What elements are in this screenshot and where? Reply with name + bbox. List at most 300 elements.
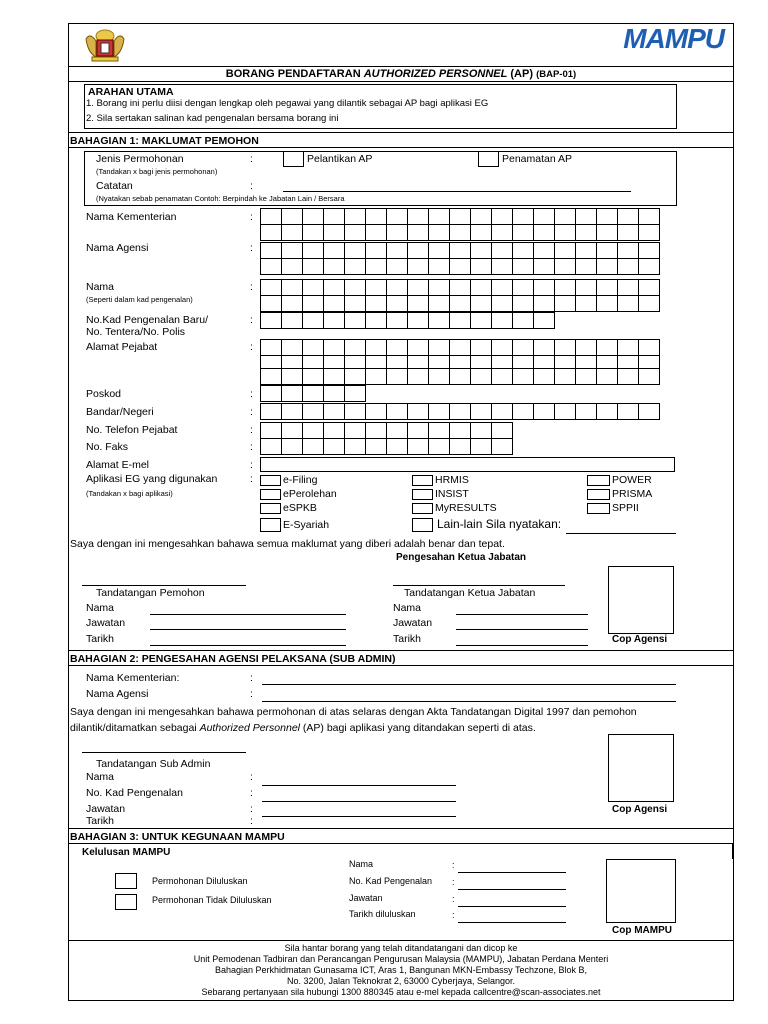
char-box[interactable] (407, 438, 429, 455)
efiling-checkbox[interactable] (260, 475, 281, 486)
esyariah-checkbox[interactable] (260, 518, 281, 532)
char-box[interactable] (575, 339, 597, 356)
char-box[interactable] (323, 295, 345, 312)
char-box[interactable] (428, 403, 450, 420)
faks-grid[interactable] (260, 438, 512, 455)
char-box[interactable] (554, 403, 576, 420)
char-box[interactable] (407, 422, 429, 439)
char-box[interactable] (470, 208, 492, 225)
s2-agensi-label: Nama Agensi (86, 688, 149, 700)
agensi-grid-1[interactable] (260, 242, 659, 259)
s2-jawatan-line[interactable] (262, 816, 456, 817)
char-box[interactable] (491, 368, 513, 385)
char-box[interactable] (554, 295, 576, 312)
char-box[interactable] (344, 339, 366, 356)
char-box[interactable] (302, 368, 324, 385)
char-box[interactable] (386, 438, 408, 455)
s3-jawatan-line[interactable] (458, 906, 566, 907)
char-box[interactable] (491, 295, 513, 312)
char-box[interactable] (323, 385, 345, 402)
char-box[interactable] (512, 242, 534, 259)
char-box[interactable] (365, 258, 387, 275)
divider-line (68, 147, 734, 148)
s2-declaration-2: dilantik/ditamatkan sebagai Authorized Personnel (AP) bagi aplikasi yang ditandakan seperti di atas. (70, 722, 536, 734)
kad-pengenalan-label: No.Kad Pengenalan Baru/ (86, 314, 209, 326)
char-box[interactable] (281, 242, 303, 259)
nama-note: (Seperti dalam kad pengenalan) (86, 295, 193, 304)
catatan-note: (Nyatakan sebab penamatan Contoh: Berpindah ke Jabatan Lain / Bersara (96, 194, 345, 203)
char-box[interactable] (344, 224, 366, 241)
char-box[interactable] (533, 295, 555, 312)
char-box[interactable] (638, 242, 660, 259)
char-box[interactable] (512, 295, 534, 312)
email-label: Alamat E-mel (86, 459, 150, 471)
insist-checkbox[interactable] (412, 489, 433, 500)
char-box[interactable] (260, 403, 282, 420)
char-box[interactable] (365, 295, 387, 312)
nama-grid-1[interactable] (260, 279, 659, 296)
char-box[interactable] (281, 385, 303, 402)
char-box[interactable] (302, 403, 324, 420)
char-box[interactable] (617, 339, 639, 356)
char-box[interactable] (554, 258, 576, 275)
mampu-logo: MAMPU (623, 23, 724, 54)
char-box[interactable] (470, 295, 492, 312)
char-box[interactable] (386, 368, 408, 385)
char-box[interactable] (428, 242, 450, 259)
jenis-note: (Tandakan x bagi jenis permohonan) (96, 167, 218, 176)
char-box[interactable] (302, 422, 324, 439)
char-box[interactable] (533, 339, 555, 356)
penamatan-checkbox[interactable] (478, 151, 499, 167)
char-box[interactable] (533, 242, 555, 259)
char-box[interactable] (512, 312, 534, 329)
char-box[interactable] (596, 242, 618, 259)
char-box[interactable] (449, 368, 471, 385)
char-box[interactable] (323, 403, 345, 420)
char-box[interactable] (575, 279, 597, 296)
char-box[interactable] (575, 403, 597, 420)
char-box[interactable] (365, 422, 387, 439)
char-box[interactable] (365, 208, 387, 225)
divider-line (68, 132, 734, 133)
jenis-permohonan-label: Jenis Permohonan (96, 153, 184, 165)
char-box[interactable] (302, 312, 324, 329)
footer-line-1: Sila hantar borang yang telah ditandatangani dan dicop ke (284, 943, 518, 953)
colon-separator: : (250, 341, 253, 353)
s3-tarikh-label: Tarikh diluluskan (349, 909, 416, 919)
char-box[interactable] (491, 438, 513, 455)
colon-separator: : (250, 787, 253, 799)
char-box[interactable] (386, 258, 408, 275)
char-box[interactable] (470, 438, 492, 455)
char-box[interactable] (617, 279, 639, 296)
char-box[interactable] (512, 224, 534, 241)
char-box[interactable] (491, 312, 513, 329)
char-box[interactable] (344, 403, 366, 420)
char-box[interactable] (260, 385, 282, 402)
char-box[interactable] (575, 208, 597, 225)
char-box[interactable] (638, 224, 660, 241)
char-box[interactable] (344, 312, 366, 329)
char-box[interactable] (575, 242, 597, 259)
char-box[interactable] (596, 258, 618, 275)
email-field[interactable] (260, 457, 675, 472)
char-box[interactable] (428, 438, 450, 455)
kementerian-grid-1[interactable] (260, 208, 659, 225)
char-box[interactable] (281, 312, 303, 329)
char-box[interactable] (260, 295, 282, 312)
power-checkbox[interactable] (587, 475, 610, 486)
tandatangan-ketua-line[interactable] (393, 585, 565, 586)
char-box[interactable] (386, 208, 408, 225)
char-box[interactable] (470, 224, 492, 241)
char-box[interactable] (344, 242, 366, 259)
s2-kad-line[interactable] (262, 801, 456, 802)
char-box[interactable] (596, 295, 618, 312)
char-box[interactable] (596, 279, 618, 296)
char-box[interactable] (260, 208, 282, 225)
nama-grid-2[interactable] (260, 295, 659, 312)
char-box[interactable] (428, 368, 450, 385)
diluluskan-checkbox[interactable] (115, 873, 137, 889)
char-box[interactable] (344, 438, 366, 455)
char-box[interactable] (281, 339, 303, 356)
kad-pengenalan-grid[interactable] (260, 312, 554, 329)
kementerian-grid-2[interactable] (260, 224, 659, 241)
char-box[interactable] (407, 258, 429, 275)
char-box[interactable] (575, 368, 597, 385)
char-box[interactable] (533, 208, 555, 225)
char-box[interactable] (449, 422, 471, 439)
aplikasi-note: (Tandakan x bagi aplikasi) (86, 489, 173, 498)
myresults-checkbox[interactable] (412, 503, 433, 514)
char-box[interactable] (428, 279, 450, 296)
char-box[interactable] (638, 279, 660, 296)
pemohon-jawatan-label: Jawatan (86, 617, 126, 629)
char-box[interactable] (386, 224, 408, 241)
char-box[interactable] (596, 208, 618, 225)
pemohon-tarikh-line[interactable] (150, 645, 346, 646)
pemohon-nama-line[interactable] (150, 614, 346, 615)
char-box[interactable] (512, 403, 534, 420)
char-box[interactable] (512, 368, 534, 385)
lainlain-line[interactable] (566, 533, 676, 534)
char-box[interactable] (344, 208, 366, 225)
char-box[interactable] (491, 339, 513, 356)
tidak-diluluskan-checkbox[interactable] (115, 894, 137, 910)
char-box[interactable] (365, 403, 387, 420)
char-box[interactable] (281, 224, 303, 241)
char-box[interactable] (449, 242, 471, 259)
char-box[interactable] (617, 242, 639, 259)
char-box[interactable] (365, 224, 387, 241)
char-box[interactable] (260, 312, 282, 329)
char-box[interactable] (302, 224, 324, 241)
char-box[interactable] (470, 339, 492, 356)
char-box[interactable] (323, 312, 345, 329)
eperolehan-checkbox[interactable] (260, 489, 281, 500)
tandatangan-ketua-label: Tandatangan Ketua Jabatan (404, 587, 536, 599)
char-box[interactable] (407, 279, 429, 296)
char-box[interactable] (302, 258, 324, 275)
char-box[interactable] (386, 312, 408, 329)
char-box[interactable] (386, 422, 408, 439)
char-box[interactable] (470, 258, 492, 275)
char-box[interactable] (323, 279, 345, 296)
char-box[interactable] (533, 403, 555, 420)
char-box[interactable] (344, 279, 366, 296)
char-box[interactable] (491, 258, 513, 275)
char-box[interactable] (449, 438, 471, 455)
char-box[interactable] (617, 295, 639, 312)
char-box[interactable] (302, 295, 324, 312)
char-box[interactable] (344, 422, 366, 439)
char-box[interactable] (344, 258, 366, 275)
ketua-nama-label: Nama (393, 602, 422, 614)
char-box[interactable] (596, 339, 618, 356)
char-box[interactable] (260, 422, 282, 439)
poskod-grid[interactable] (260, 385, 365, 402)
char-box[interactable] (281, 208, 303, 225)
char-box[interactable] (617, 368, 639, 385)
char-box[interactable] (617, 224, 639, 241)
footer-line-4: No. 3200, Jalan Teknokrat 2, 63000 Cyberjaya, Selangor. (287, 976, 515, 986)
s3-nama-line[interactable] (458, 872, 566, 873)
char-box[interactable] (470, 312, 492, 329)
char-box[interactable] (575, 224, 597, 241)
colon-separator: : (250, 281, 253, 293)
char-box[interactable] (428, 339, 450, 356)
char-box[interactable] (449, 295, 471, 312)
char-box[interactable] (428, 208, 450, 225)
char-box[interactable] (638, 339, 660, 356)
hrmis-label: HRMIS (435, 474, 469, 486)
char-box[interactable] (512, 258, 534, 275)
char-box[interactable] (638, 403, 660, 420)
penamatan-label: Penamatan AP (502, 153, 573, 165)
s2-jawatan-label: Jawatan (86, 803, 126, 815)
s3-kad-line[interactable] (458, 889, 566, 890)
char-box[interactable] (323, 258, 345, 275)
char-box[interactable] (596, 224, 618, 241)
char-box[interactable] (554, 208, 576, 225)
char-box[interactable] (281, 422, 303, 439)
char-box[interactable] (323, 339, 345, 356)
char-box[interactable] (491, 242, 513, 259)
char-box[interactable] (260, 339, 282, 356)
char-box[interactable] (407, 208, 429, 225)
char-box[interactable] (638, 208, 660, 225)
char-box[interactable] (449, 224, 471, 241)
lainlain-checkbox[interactable] (412, 518, 433, 532)
char-box[interactable] (428, 258, 450, 275)
ketua-jawatan-label: Jawatan (393, 617, 433, 629)
char-box[interactable] (281, 368, 303, 385)
alamat-grid-3[interactable] (260, 368, 659, 385)
telefon-grid[interactable] (260, 422, 512, 439)
char-box[interactable] (281, 279, 303, 296)
instruction-1: 1. Borang ini perlu diisi dengan lengkap oleh pegawai yang dilantik sebagai AP bagi aplikasi EG (86, 98, 489, 109)
char-box[interactable] (323, 224, 345, 241)
char-box[interactable] (533, 258, 555, 275)
char-box[interactable] (407, 312, 429, 329)
bandar-grid[interactable] (260, 403, 659, 420)
char-box[interactable] (449, 339, 471, 356)
char-box[interactable] (260, 368, 282, 385)
char-box[interactable] (533, 279, 555, 296)
char-box[interactable] (533, 368, 555, 385)
char-box[interactable] (491, 403, 513, 420)
char-box[interactable] (428, 295, 450, 312)
char-box[interactable] (638, 368, 660, 385)
char-box[interactable] (491, 422, 513, 439)
char-box[interactable] (344, 385, 366, 402)
char-box[interactable] (302, 208, 324, 225)
char-box[interactable] (281, 295, 303, 312)
char-box[interactable] (365, 368, 387, 385)
char-box[interactable] (491, 208, 513, 225)
char-box[interactable] (407, 224, 429, 241)
char-box[interactable] (407, 403, 429, 420)
char-box[interactable] (386, 279, 408, 296)
s2-nama-line[interactable] (262, 785, 456, 786)
char-box[interactable] (596, 403, 618, 420)
char-box[interactable] (554, 242, 576, 259)
char-box[interactable] (365, 339, 387, 356)
char-box[interactable] (260, 258, 282, 275)
char-box[interactable] (407, 242, 429, 259)
char-box[interactable] (302, 339, 324, 356)
char-box[interactable] (575, 295, 597, 312)
ketua-nama-line[interactable] (456, 614, 588, 615)
form-title: BORANG PENDAFTARAN AUTHORIZED PERSONNEL (AP) (BAP-01) (225, 68, 577, 80)
char-box[interactable] (344, 368, 366, 385)
char-box[interactable] (491, 224, 513, 241)
ketua-tarikh-line[interactable] (456, 645, 588, 646)
char-box[interactable] (512, 279, 534, 296)
char-box[interactable] (302, 438, 324, 455)
char-box[interactable] (533, 224, 555, 241)
char-box[interactable] (260, 438, 282, 455)
cop-agensi-label-1: Cop Agensi (612, 634, 668, 645)
char-box[interactable] (323, 368, 345, 385)
prisma-checkbox[interactable] (587, 489, 610, 500)
char-box[interactable] (554, 368, 576, 385)
s3-tarikh-line[interactable] (458, 922, 566, 923)
char-box[interactable] (617, 208, 639, 225)
char-box[interactable] (407, 368, 429, 385)
char-box[interactable] (491, 279, 513, 296)
s2-kementerian-line[interactable] (262, 684, 676, 685)
sppii-checkbox[interactable] (587, 503, 610, 514)
char-box[interactable] (449, 279, 471, 296)
char-box[interactable] (470, 279, 492, 296)
char-box[interactable] (470, 368, 492, 385)
char-box[interactable] (617, 258, 639, 275)
char-box[interactable] (575, 258, 597, 275)
char-box[interactable] (428, 422, 450, 439)
char-box[interactable] (365, 438, 387, 455)
espkb-checkbox[interactable] (260, 503, 281, 514)
char-box[interactable] (449, 258, 471, 275)
char-box[interactable] (281, 258, 303, 275)
char-box[interactable] (365, 279, 387, 296)
char-box[interactable] (638, 295, 660, 312)
char-box[interactable] (533, 312, 555, 329)
char-box[interactable] (260, 242, 282, 259)
char-box[interactable] (386, 403, 408, 420)
char-box[interactable] (323, 438, 345, 455)
char-box[interactable] (386, 295, 408, 312)
char-box[interactable] (386, 242, 408, 259)
char-box[interactable] (449, 208, 471, 225)
char-box[interactable] (323, 208, 345, 225)
pelantikan-checkbox[interactable] (283, 151, 304, 167)
char-box[interactable] (449, 312, 471, 329)
catatan-line[interactable] (283, 191, 631, 192)
char-box[interactable] (470, 403, 492, 420)
char-box[interactable] (512, 339, 534, 356)
char-box[interactable] (638, 258, 660, 275)
char-box[interactable] (344, 295, 366, 312)
char-box[interactable] (428, 312, 450, 329)
ketua-tarikh-label: Tarikh (393, 633, 422, 645)
char-box[interactable] (554, 339, 576, 356)
char-box[interactable] (470, 242, 492, 259)
char-box[interactable] (428, 224, 450, 241)
char-box[interactable] (365, 242, 387, 259)
s2-agensi-line[interactable] (262, 701, 676, 702)
char-box[interactable] (407, 339, 429, 356)
eperolehan-label: ePerolehan (283, 488, 337, 500)
faks-label: No. Faks (86, 441, 129, 453)
alamat-grid-1[interactable] (260, 339, 659, 356)
pemohon-jawatan-line[interactable] (150, 629, 346, 630)
hrmis-checkbox[interactable] (412, 475, 433, 486)
char-box[interactable] (323, 242, 345, 259)
char-box[interactable] (302, 242, 324, 259)
tandatangan-pemohon-line[interactable] (82, 585, 246, 586)
divider-line (68, 940, 734, 941)
agensi-grid-2[interactable] (260, 258, 659, 275)
char-box[interactable] (281, 438, 303, 455)
divider-line (68, 81, 734, 82)
vertical-divider (732, 843, 733, 859)
char-box[interactable] (302, 385, 324, 402)
char-box[interactable] (407, 295, 429, 312)
char-box[interactable] (260, 279, 282, 296)
char-box[interactable] (323, 422, 345, 439)
char-box[interactable] (512, 208, 534, 225)
char-box[interactable] (302, 279, 324, 296)
ketua-jawatan-line[interactable] (456, 629, 588, 630)
char-box[interactable] (554, 279, 576, 296)
colon-separator: : (452, 877, 455, 887)
char-box[interactable] (386, 339, 408, 356)
tandatangan-subadmin-line[interactable] (82, 752, 246, 753)
char-box[interactable] (260, 224, 282, 241)
char-box[interactable] (365, 312, 387, 329)
char-box[interactable] (596, 368, 618, 385)
char-box[interactable] (470, 422, 492, 439)
s2-kementerian-label: Nama Kementerian: (86, 672, 180, 684)
char-box[interactable] (617, 403, 639, 420)
section2-heading: BAHAGIAN 2: PENGESAHAN AGENSI PELAKSANA (SUB ADMIN) (70, 653, 396, 665)
char-box[interactable] (554, 224, 576, 241)
char-box[interactable] (449, 403, 471, 420)
char-box[interactable] (281, 403, 303, 420)
